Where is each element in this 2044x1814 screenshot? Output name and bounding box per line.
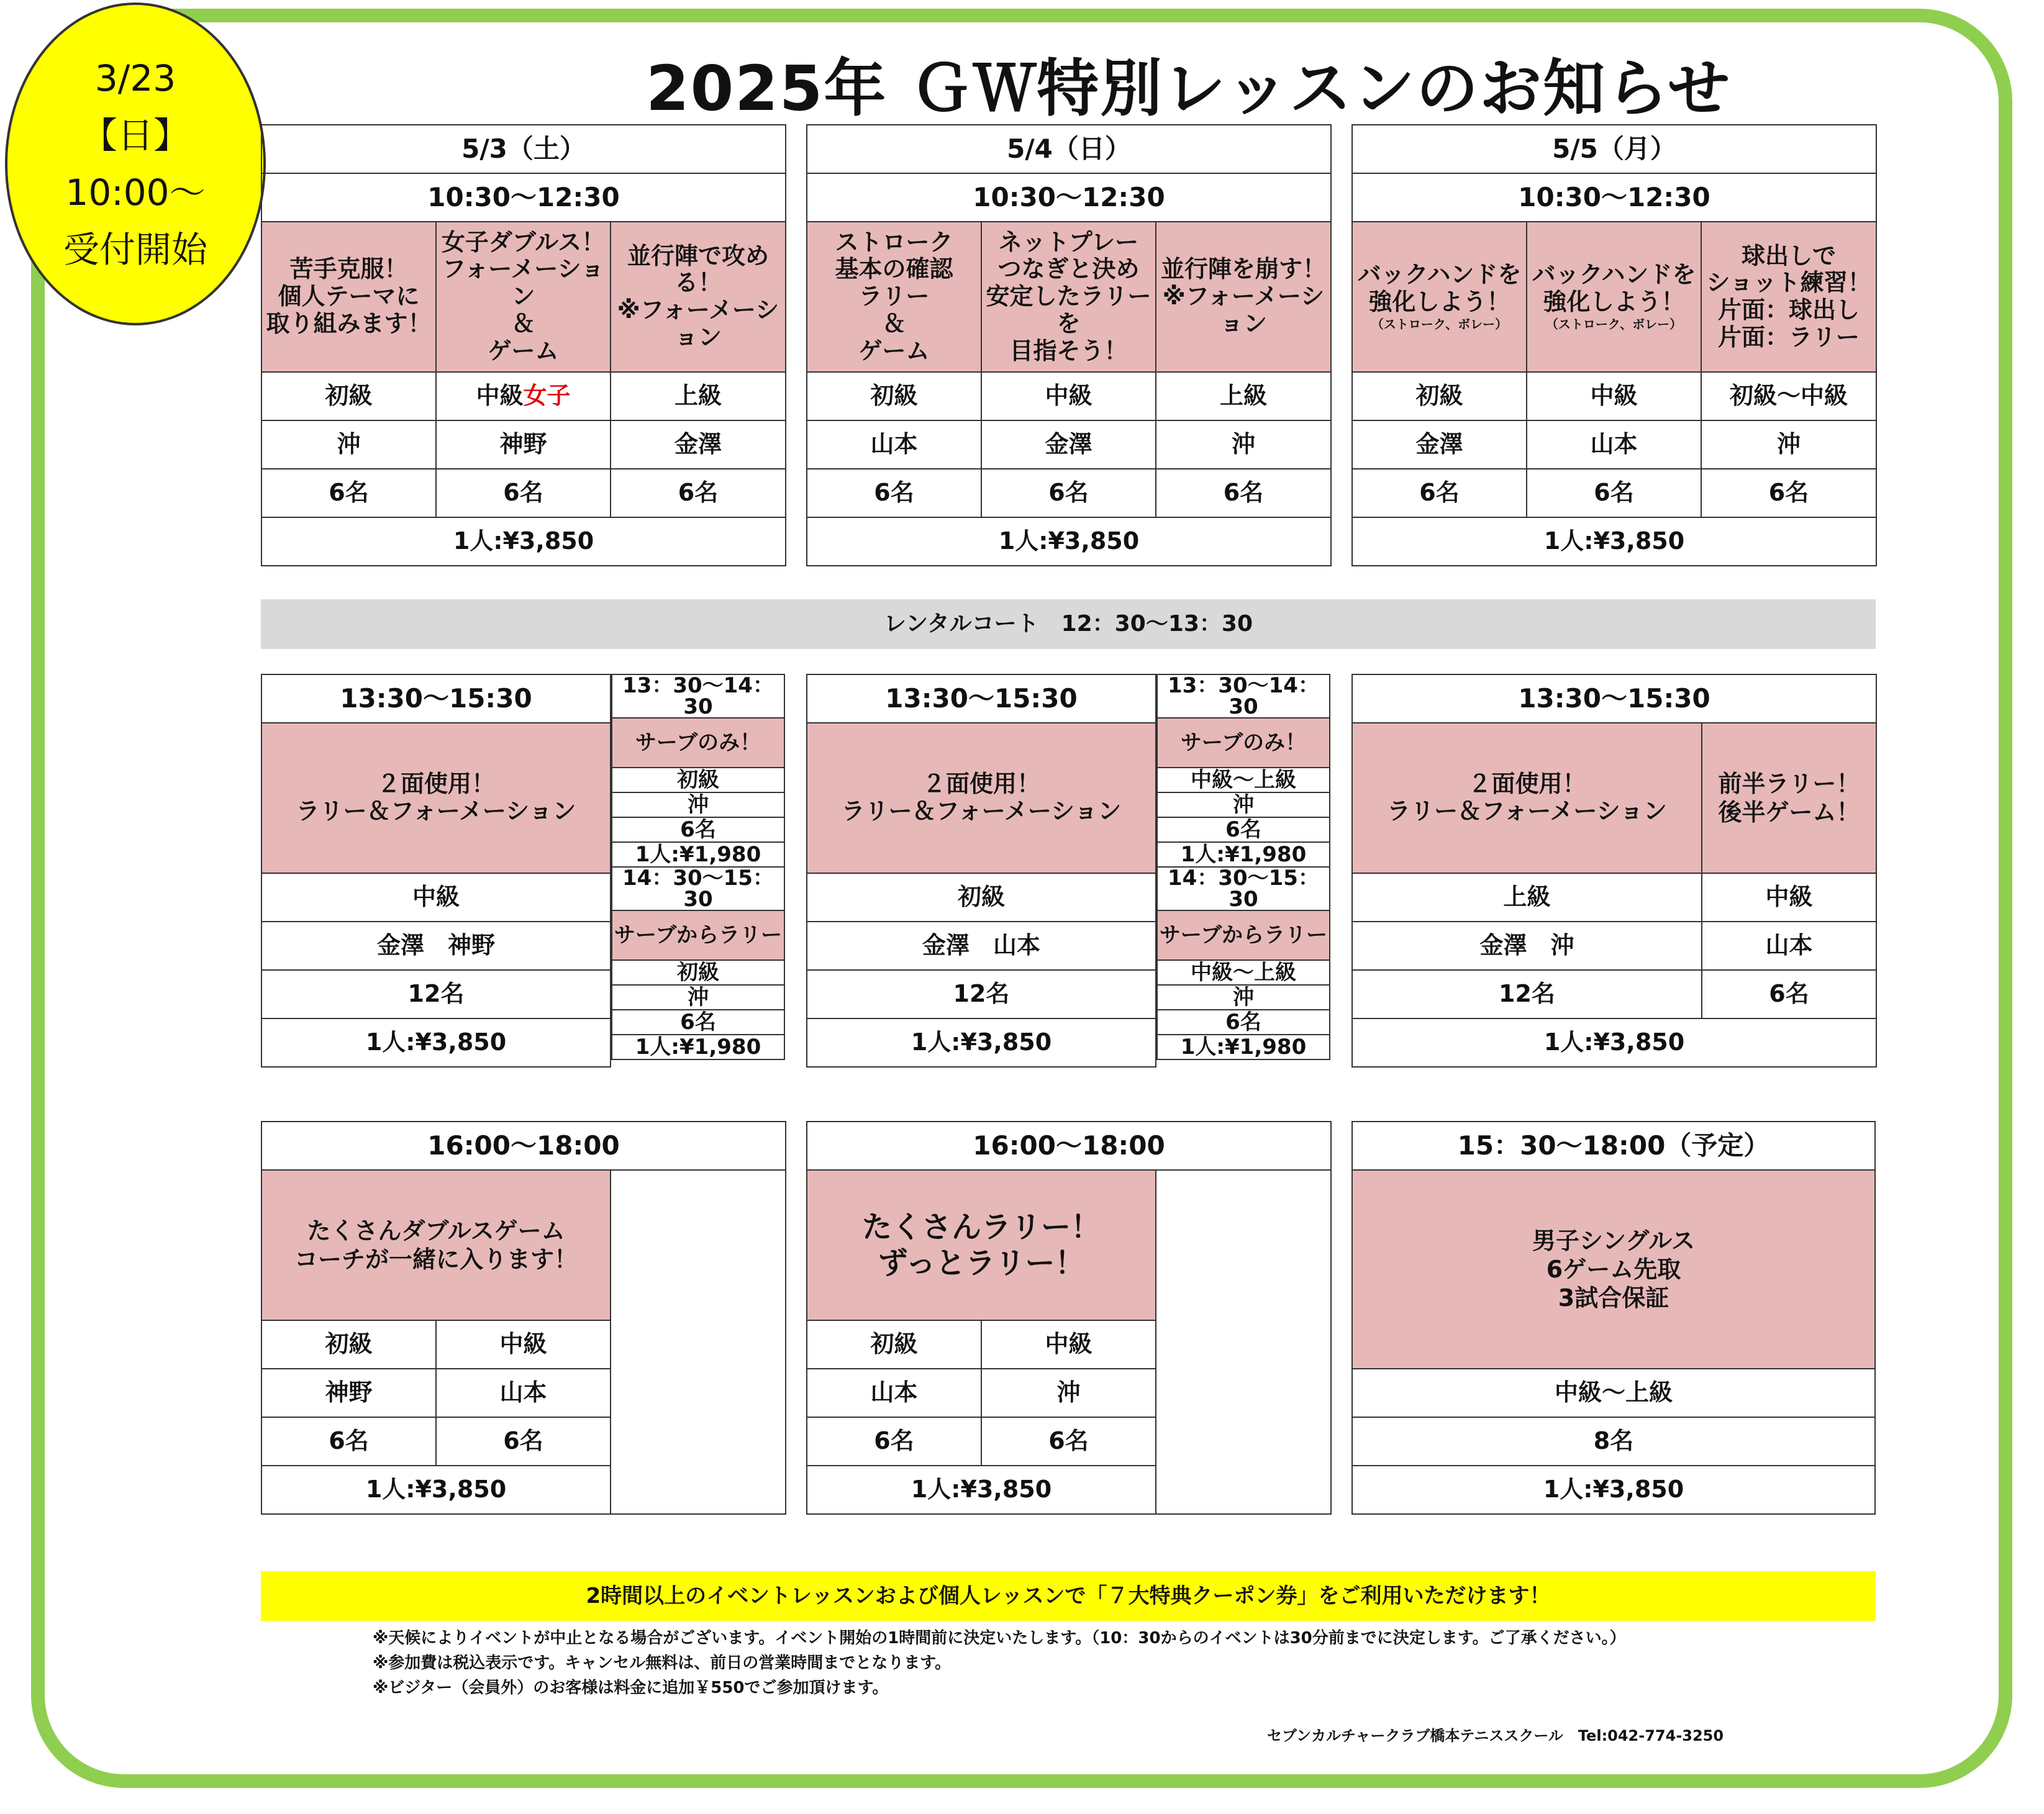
level-cell: 初級	[807, 372, 981, 420]
sub-title: サーブのみ！	[1157, 718, 1330, 768]
time-header: 10:30～12:30	[807, 173, 1331, 222]
capacity-cell: 8名	[1352, 1417, 1875, 1466]
level-cell: 中級	[981, 1320, 1156, 1369]
capacity-cell: 6名	[1352, 469, 1527, 517]
level-cell: 中級	[261, 873, 611, 922]
level-cell: 上級	[611, 372, 786, 420]
level-cell: 上級	[1156, 372, 1331, 420]
capacity-cell: 12名	[261, 970, 611, 1018]
time-header: 13:30～15:30	[1352, 674, 1876, 723]
note-item: ※ビジター（会員外）のお客様は料金に追加￥550でご参加頂けます。	[373, 1679, 889, 1697]
price-cell: 1人:¥3,850	[807, 1466, 1156, 1514]
evening-block-0505	[1351, 1121, 1876, 1515]
rental-court-bar: レンタルコート 12：30～13：30	[261, 599, 1876, 649]
level-cell: 中級	[436, 1320, 611, 1369]
reception-badge	[5, 2, 266, 325]
morning-block-0504	[806, 124, 1332, 566]
coach-cell: 山本	[807, 1369, 981, 1417]
capacity-cell: 6名	[1702, 970, 1876, 1018]
coach-cell: 神野	[261, 1369, 436, 1417]
level-cell: 初級	[261, 1320, 436, 1369]
level-cell: 中級	[1702, 873, 1876, 922]
price-cell: 1人:¥3,850	[261, 517, 786, 566]
sub-level: 中級～上級	[1157, 960, 1330, 985]
coach-cell: 沖	[981, 1369, 1156, 1417]
day-header: 5/3（土）	[261, 125, 786, 173]
coach-cell: 山本	[436, 1369, 611, 1417]
level-cell: 中級～上級	[1352, 1369, 1875, 1417]
footer-contact: セブンカルチャークラブ橋本テニススクール Tel:042-774-3250	[1267, 1727, 1724, 1744]
coach-cell: 沖	[1156, 420, 1331, 469]
lesson-desc: 球出しで ショット練習！ 片面：球出し 片面：ラリー	[1701, 222, 1876, 372]
day-header: 5/4（日）	[807, 125, 1331, 173]
lesson-desc: たくさんダブルスゲーム コーチが一緒に入ります！	[261, 1170, 611, 1320]
time-header: 10:30～12:30	[261, 173, 786, 222]
sub-coach: 沖	[1157, 985, 1330, 1010]
coach-cell: 神野	[436, 420, 611, 469]
empty-cell	[1156, 1170, 1331, 1514]
badge-date: 3/23	[94, 57, 176, 99]
price-cell: 1人:¥3,850	[1352, 1018, 1876, 1067]
coach-cell: 山本	[807, 420, 981, 469]
coach-cell: 金澤	[981, 420, 1156, 469]
sub-price: 1人:¥1,980	[612, 842, 784, 867]
level-cell: 初級	[807, 873, 1156, 922]
coach-cell: 金澤 神野	[261, 922, 611, 970]
side-desc: 前半ラリー！ 後半ゲーム！	[1702, 723, 1876, 873]
capacity-cell: 6名	[611, 469, 786, 517]
capacity-cell: 6名	[1156, 469, 1331, 517]
price-cell: 1人:¥3,850	[807, 1018, 1156, 1067]
afternoon-block-0503	[261, 674, 611, 1068]
coach-cell: 金澤	[1352, 420, 1527, 469]
sub-title: サーブのみ！	[612, 718, 784, 768]
serve-sub-block	[1156, 674, 1330, 1060]
capacity-cell: 6名	[261, 469, 436, 517]
sub-cap: 6名	[612, 1010, 784, 1035]
sub-coach: 沖	[1157, 792, 1330, 817]
level-cell: 初級	[1352, 372, 1527, 420]
evening-block-0504	[806, 1121, 1332, 1515]
lesson-desc: たくさんラリー！ ずっとラリー！	[807, 1170, 1156, 1320]
capacity-cell: 6名	[807, 1417, 981, 1466]
lesson-desc: 男子シングルス 6ゲーム先取 3試合保証	[1352, 1170, 1875, 1369]
lesson-desc: ２面使用！ ラリー＆フォーメーション	[807, 723, 1156, 873]
price-cell: 1人:¥3,850	[1352, 517, 1876, 566]
sub-level: 初級	[612, 960, 784, 985]
time-header: 16:00～18:00	[807, 1122, 1331, 1170]
time-header: 13:30～15:30	[807, 674, 1156, 723]
level-cell: 上級	[1352, 873, 1702, 922]
time-header: 10:30～12:30	[1352, 173, 1876, 222]
capacity-cell: 6名	[436, 469, 611, 517]
lesson-desc: ネットプレー つなぎと決め 安定したラリーを 目指そう！	[981, 222, 1156, 372]
note-item: ※参加費は税込表示です。キャンセル無料は、前日の営業時間までとなります。	[373, 1654, 952, 1672]
price-cell: 1人:¥3,850	[1352, 1466, 1875, 1514]
level-cell: 中級女子	[436, 372, 611, 420]
sub-price: 1人:¥1,980	[1157, 1035, 1330, 1059]
lesson-desc: 並行陣を崩す！ ※フォーメーション	[1156, 222, 1331, 372]
lesson-desc: 苦手克服！ 個人テーマに 取り組みます！	[261, 222, 436, 372]
price-cell: 1人:¥3,850	[261, 1466, 611, 1514]
lesson-desc: ストローク 基本の確認 ラリー ＆ ゲーム	[807, 222, 981, 372]
sub-time: 13：30～14：30	[1157, 674, 1330, 718]
coach-cell: 沖	[1701, 420, 1876, 469]
price-cell: 1人:¥3,850	[261, 1018, 611, 1067]
time-header: 13:30～15:30	[261, 674, 611, 723]
sub-time: 14：30～15：30	[612, 867, 784, 910]
badge-weekday: 【日】	[81, 114, 189, 156]
coach-cell: 山本	[1702, 922, 1876, 970]
sub-coach: 沖	[612, 792, 784, 817]
level-cell: 初級	[807, 1320, 981, 1369]
capacity-cell: 6名	[981, 1417, 1156, 1466]
coach-cell: 山本	[1527, 420, 1701, 469]
page-title: 2025年 ＧＷ特別レッスンのお知らせ	[646, 52, 1732, 125]
time-header: 15：30～18:00（予定）	[1352, 1122, 1875, 1170]
coach-cell: 金澤 沖	[1352, 922, 1702, 970]
morning-block-0503	[261, 124, 786, 566]
afternoon-block-0504	[806, 674, 1156, 1068]
empty-cell	[611, 1170, 786, 1514]
sub-coach: 沖	[612, 985, 784, 1010]
capacity-cell: 6名	[1701, 469, 1876, 517]
sub-level: 中級～上級	[1157, 768, 1330, 792]
sub-cap: 6名	[1157, 817, 1330, 842]
sub-level: 初級	[612, 768, 784, 792]
sub-title: サーブからラリー	[612, 910, 784, 960]
capacity-cell: 12名	[807, 970, 1156, 1018]
capacity-cell: 6名	[1527, 469, 1701, 517]
coach-cell: 金澤 山本	[807, 922, 1156, 970]
evening-block-0503	[261, 1121, 786, 1515]
level-cell: 初級～中級	[1701, 372, 1876, 420]
lesson-desc: ２面使用！ ラリー＆フォーメーション	[261, 723, 611, 873]
capacity-cell: 6名	[981, 469, 1156, 517]
time-header: 16:00～18:00	[261, 1122, 786, 1170]
note-item: ※天候によりイベントが中止となる場合がございます。イベント開始の1時間前に決定いたします。（10：30からのイベントは30分前までに決定します。ご了承ください。）	[373, 1629, 1626, 1648]
badge-label: 受付開始	[63, 229, 207, 271]
capacity-cell: 12名	[1352, 970, 1702, 1018]
price-cell: 1人:¥3,850	[807, 517, 1331, 566]
lesson-desc: 女子ダブルス！ フォーメーション ＆ ゲーム	[436, 222, 611, 372]
coach-cell: 金澤	[611, 420, 786, 469]
sub-price: 1人:¥1,980	[612, 1035, 784, 1059]
capacity-cell: 6名	[261, 1417, 436, 1466]
level-cell: 初級	[261, 372, 436, 420]
lesson-desc: ２面使用！ ラリー＆フォーメーション	[1352, 723, 1702, 873]
lesson-desc: バックハンドを 強化しよう！ （ストローク、ボレー）	[1527, 222, 1701, 372]
level-cell: 中級	[981, 372, 1156, 420]
sub-time: 13：30～14：30	[612, 674, 784, 718]
day-header: 5/5（月）	[1352, 125, 1876, 173]
level-cell: 中級	[1527, 372, 1701, 420]
sub-time: 14：30～15：30	[1157, 867, 1330, 910]
afternoon-block-0505	[1351, 674, 1877, 1068]
coupon-bar: 2時間以上のイベントレッスンおよび個人レッスンで「７大特典クーポン券」をご利用いただけます！	[261, 1571, 1876, 1621]
capacity-cell: 6名	[436, 1417, 611, 1466]
serve-sub-block	[611, 674, 785, 1060]
sub-cap: 6名	[612, 817, 784, 842]
coach-cell: 沖	[261, 420, 436, 469]
badge-time: 10:00～	[65, 171, 206, 214]
morning-block-0505	[1351, 124, 1877, 566]
lesson-desc: バックハンドを 強化しよう！ （ストローク、ボレー）	[1352, 222, 1527, 372]
notes	[373, 1626, 1626, 1700]
capacity-cell: 6名	[807, 469, 981, 517]
lesson-desc: 並行陣で攻める！ ※フォーメーション	[611, 222, 786, 372]
sub-title: サーブからラリー	[1157, 910, 1330, 960]
sub-cap: 6名	[1157, 1010, 1330, 1035]
sub-price: 1人:¥1,980	[1157, 842, 1330, 867]
